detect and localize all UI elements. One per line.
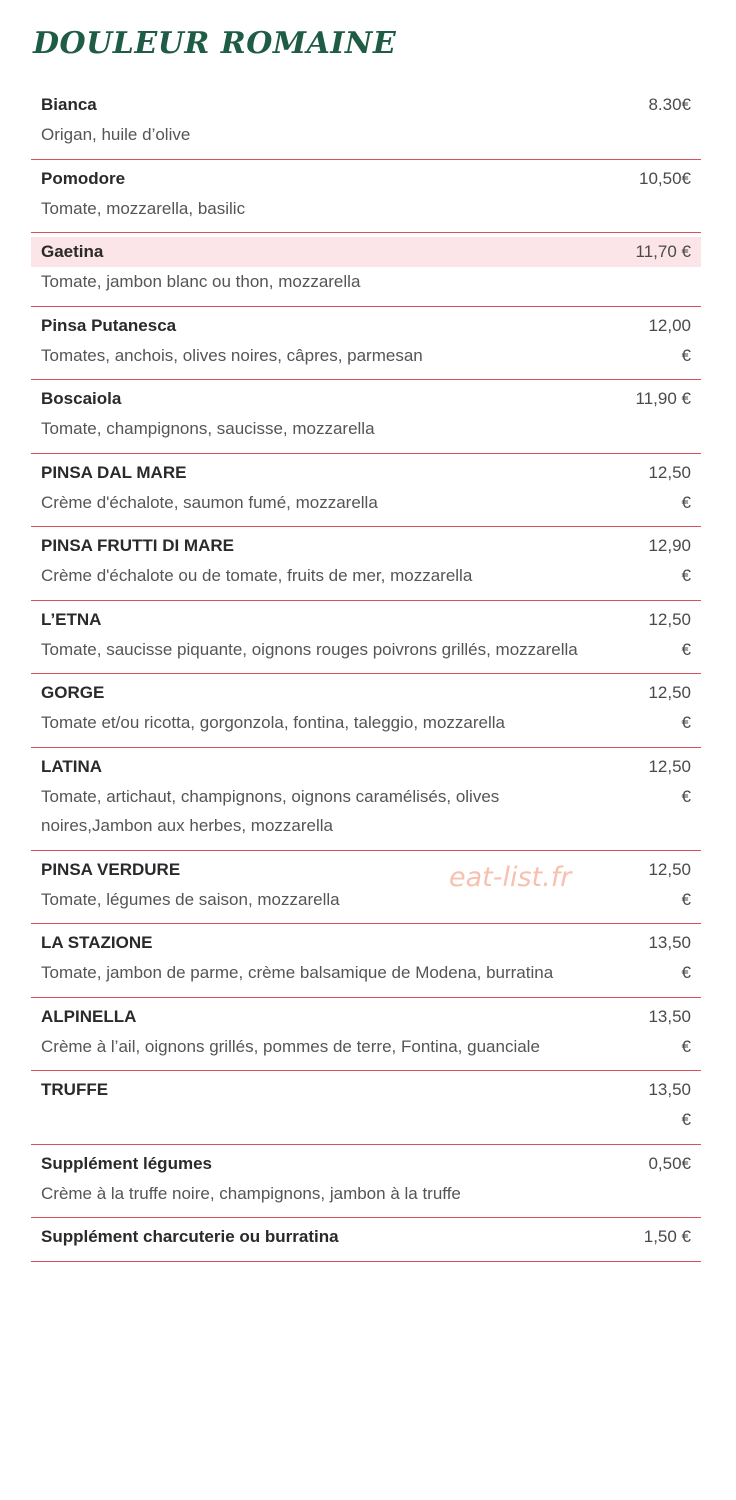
- menu-item-header: [31, 1149, 701, 1179]
- menu-item-price: 13,50: [648, 1080, 691, 1099]
- menu-item-name: PINSA DAL MARE: [41, 462, 187, 482]
- menu-item-header: [31, 531, 701, 561]
- menu-item-description: Crème d'échalote ou de tomate, fruits de mer, mozzarella: [41, 566, 473, 585]
- menu-item: [31, 86, 701, 160]
- menu-item-price-currency: €: [681, 1110, 691, 1129]
- menu-item-name: PINSA VERDURE: [41, 859, 181, 879]
- menu-item-description: Tomate, jambon blanc ou thon, mozzarella: [41, 272, 361, 291]
- menu-item-detail-row: [31, 958, 701, 988]
- menu-item-name: Gaetina: [41, 242, 104, 261]
- menu-item-description: Crème à l’ail, oignons grillés, pommes de terre, Fontina, guanciale: [41, 1036, 540, 1056]
- menu-item-name: TRUFFE: [41, 1080, 109, 1099]
- menu-item-price-currency: €: [681, 639, 691, 659]
- menu-item-description: Tomate et/ou ricotta, gorgonzola, fontina, taleggio, mozzarella: [41, 713, 505, 732]
- menu-item-price-currency: €: [681, 492, 691, 512]
- menu-item: [31, 924, 701, 998]
- menu-item-price-currency: €: [681, 786, 691, 806]
- menu-item-detail-row: [31, 885, 701, 915]
- menu-item-price: 12,90: [648, 536, 691, 555]
- menu-item-detail-row: [31, 194, 701, 224]
- menu-item-header: [31, 1002, 701, 1032]
- menu-item-price-currency: €: [681, 963, 691, 982]
- menu-item: [31, 1218, 701, 1262]
- menu-item-description: Origan, huile d’olive: [41, 125, 191, 144]
- menu-item: [31, 160, 701, 234]
- menu-item: [31, 851, 701, 925]
- menu-item-description: Tomate, artichaut, champignons, oignons caramélisés, olives noires,Jambon aux herbes, mozzarella: [41, 786, 500, 835]
- menu-item-detail-row: [31, 635, 701, 665]
- menu-item-description: Tomate, légumes de saison, mozzarella: [41, 889, 340, 909]
- menu-item-price-currency: €: [681, 1036, 691, 1056]
- menu-item-header: [31, 605, 701, 635]
- menu-item-name: Supplément légumes: [41, 1153, 212, 1173]
- menu-item: [31, 748, 701, 851]
- menu-item-detail-row: [31, 1105, 701, 1135]
- menu-item-header: [31, 752, 701, 782]
- menu-item-detail-row: [31, 708, 701, 738]
- menu-item-name: ALPINELLA: [41, 1006, 137, 1026]
- menu-item-description: [31, 1105, 611, 1135]
- menu-item-description: Tomate, champignons, saucisse, mozzarella: [41, 419, 375, 438]
- menu-item: [31, 527, 701, 601]
- menu-item-price: 1,50 €: [643, 1227, 691, 1246]
- menu-item-price: 8.30€: [648, 95, 691, 114]
- menu-item-price: 12,50: [648, 683, 691, 702]
- menu-item-price-currency: €: [681, 889, 691, 909]
- menu-item-price: 12,50: [648, 756, 691, 776]
- menu-item-price: 12,50: [648, 462, 691, 482]
- menu-item-price: 0,50€: [648, 1153, 691, 1173]
- menu-item-description: Tomate, saucisse piquante, oignons rouges poivrons grillés, mozzarella: [41, 639, 578, 659]
- menu-item-price: 12,00: [648, 315, 691, 335]
- menu-item-header: [31, 855, 701, 885]
- page-title: DOULEUR ROMAINE: [33, 26, 397, 61]
- menu-item-price: 11,70 €: [635, 242, 691, 261]
- menu-item-price: 12,50: [648, 609, 691, 629]
- menu-item-name: Pomodore: [41, 168, 126, 188]
- menu-item-detail-row: [31, 561, 701, 591]
- menu-item-detail-row: [31, 414, 701, 444]
- menu-item-description: Crème à la truffe noire, champignons, jambon à la truffe: [41, 1183, 461, 1203]
- menu-item: [31, 380, 701, 454]
- menu-item: [31, 454, 701, 528]
- menu-item-header: [31, 678, 701, 708]
- menu-item-detail-row: [31, 1179, 701, 1209]
- menu-item-header: [31, 928, 701, 958]
- menu-item-name: Pinsa Putanesca: [41, 315, 177, 335]
- menu-item-description: Tomate, jambon de parme, crème balsamique de Modena, burratina: [41, 963, 554, 982]
- menu-item-detail-row: [31, 267, 701, 297]
- menu-item-price-currency: €: [681, 713, 691, 732]
- menu-item-name: Bianca: [41, 95, 97, 114]
- menu-item-price: 13,50: [648, 933, 691, 952]
- menu-item: [31, 601, 701, 675]
- menu-item: [31, 1145, 701, 1219]
- menu-item-header: [31, 458, 701, 488]
- menu-item-detail-row: [31, 782, 701, 841]
- menu-item-price: 11,90 €: [635, 389, 691, 408]
- menu-item-detail-row: [31, 1032, 701, 1062]
- menu-item: [31, 307, 701, 381]
- menu-item: [31, 998, 701, 1072]
- menu-item-header: [31, 237, 701, 267]
- menu-item-price-currency: €: [681, 566, 691, 585]
- menu-item-header: [31, 1075, 701, 1105]
- menu-item-price: 13,50: [648, 1006, 691, 1026]
- menu-item-header: [31, 1222, 701, 1252]
- watermark-text: eat-list.fr: [449, 862, 572, 893]
- menu-item-description: Tomates, anchois, olives noires, câpres, parmesan: [41, 345, 423, 365]
- menu-item-price: 10,50€: [639, 168, 691, 188]
- menu-item-name: LA STAZIONE: [41, 933, 153, 952]
- menu-item-header: [31, 90, 701, 120]
- menu-item-description: Tomate, mozzarella, basilic: [41, 198, 246, 218]
- menu-item-detail-row: [31, 120, 701, 150]
- menu-item-header: [31, 311, 701, 341]
- menu-item: [31, 1071, 701, 1145]
- menu-item-name: GORGE: [41, 683, 105, 702]
- menu-item-price: 12,50: [648, 859, 691, 879]
- menu-item-detail-row: [31, 488, 701, 518]
- menu-item-header: [31, 384, 701, 414]
- menu-item-name: PINSA FRUTTI DI MARE: [41, 536, 234, 555]
- menu-item-name: L’ETNA: [41, 609, 102, 629]
- menu-item-price-currency: €: [681, 345, 691, 365]
- menu-item-name: Supplément charcuterie ou burratina: [41, 1227, 339, 1246]
- menu-item-detail-row: [31, 341, 701, 371]
- menu-list: [31, 86, 701, 1262]
- menu-item-description: Crème d'échalote, saumon fumé, mozzarella: [41, 492, 378, 512]
- menu-item: [31, 674, 701, 748]
- menu-item-name: LATINA: [41, 756, 103, 776]
- menu-item: [31, 233, 701, 307]
- menu-item-header: [31, 164, 701, 194]
- menu-item-name: Boscaiola: [41, 389, 122, 408]
